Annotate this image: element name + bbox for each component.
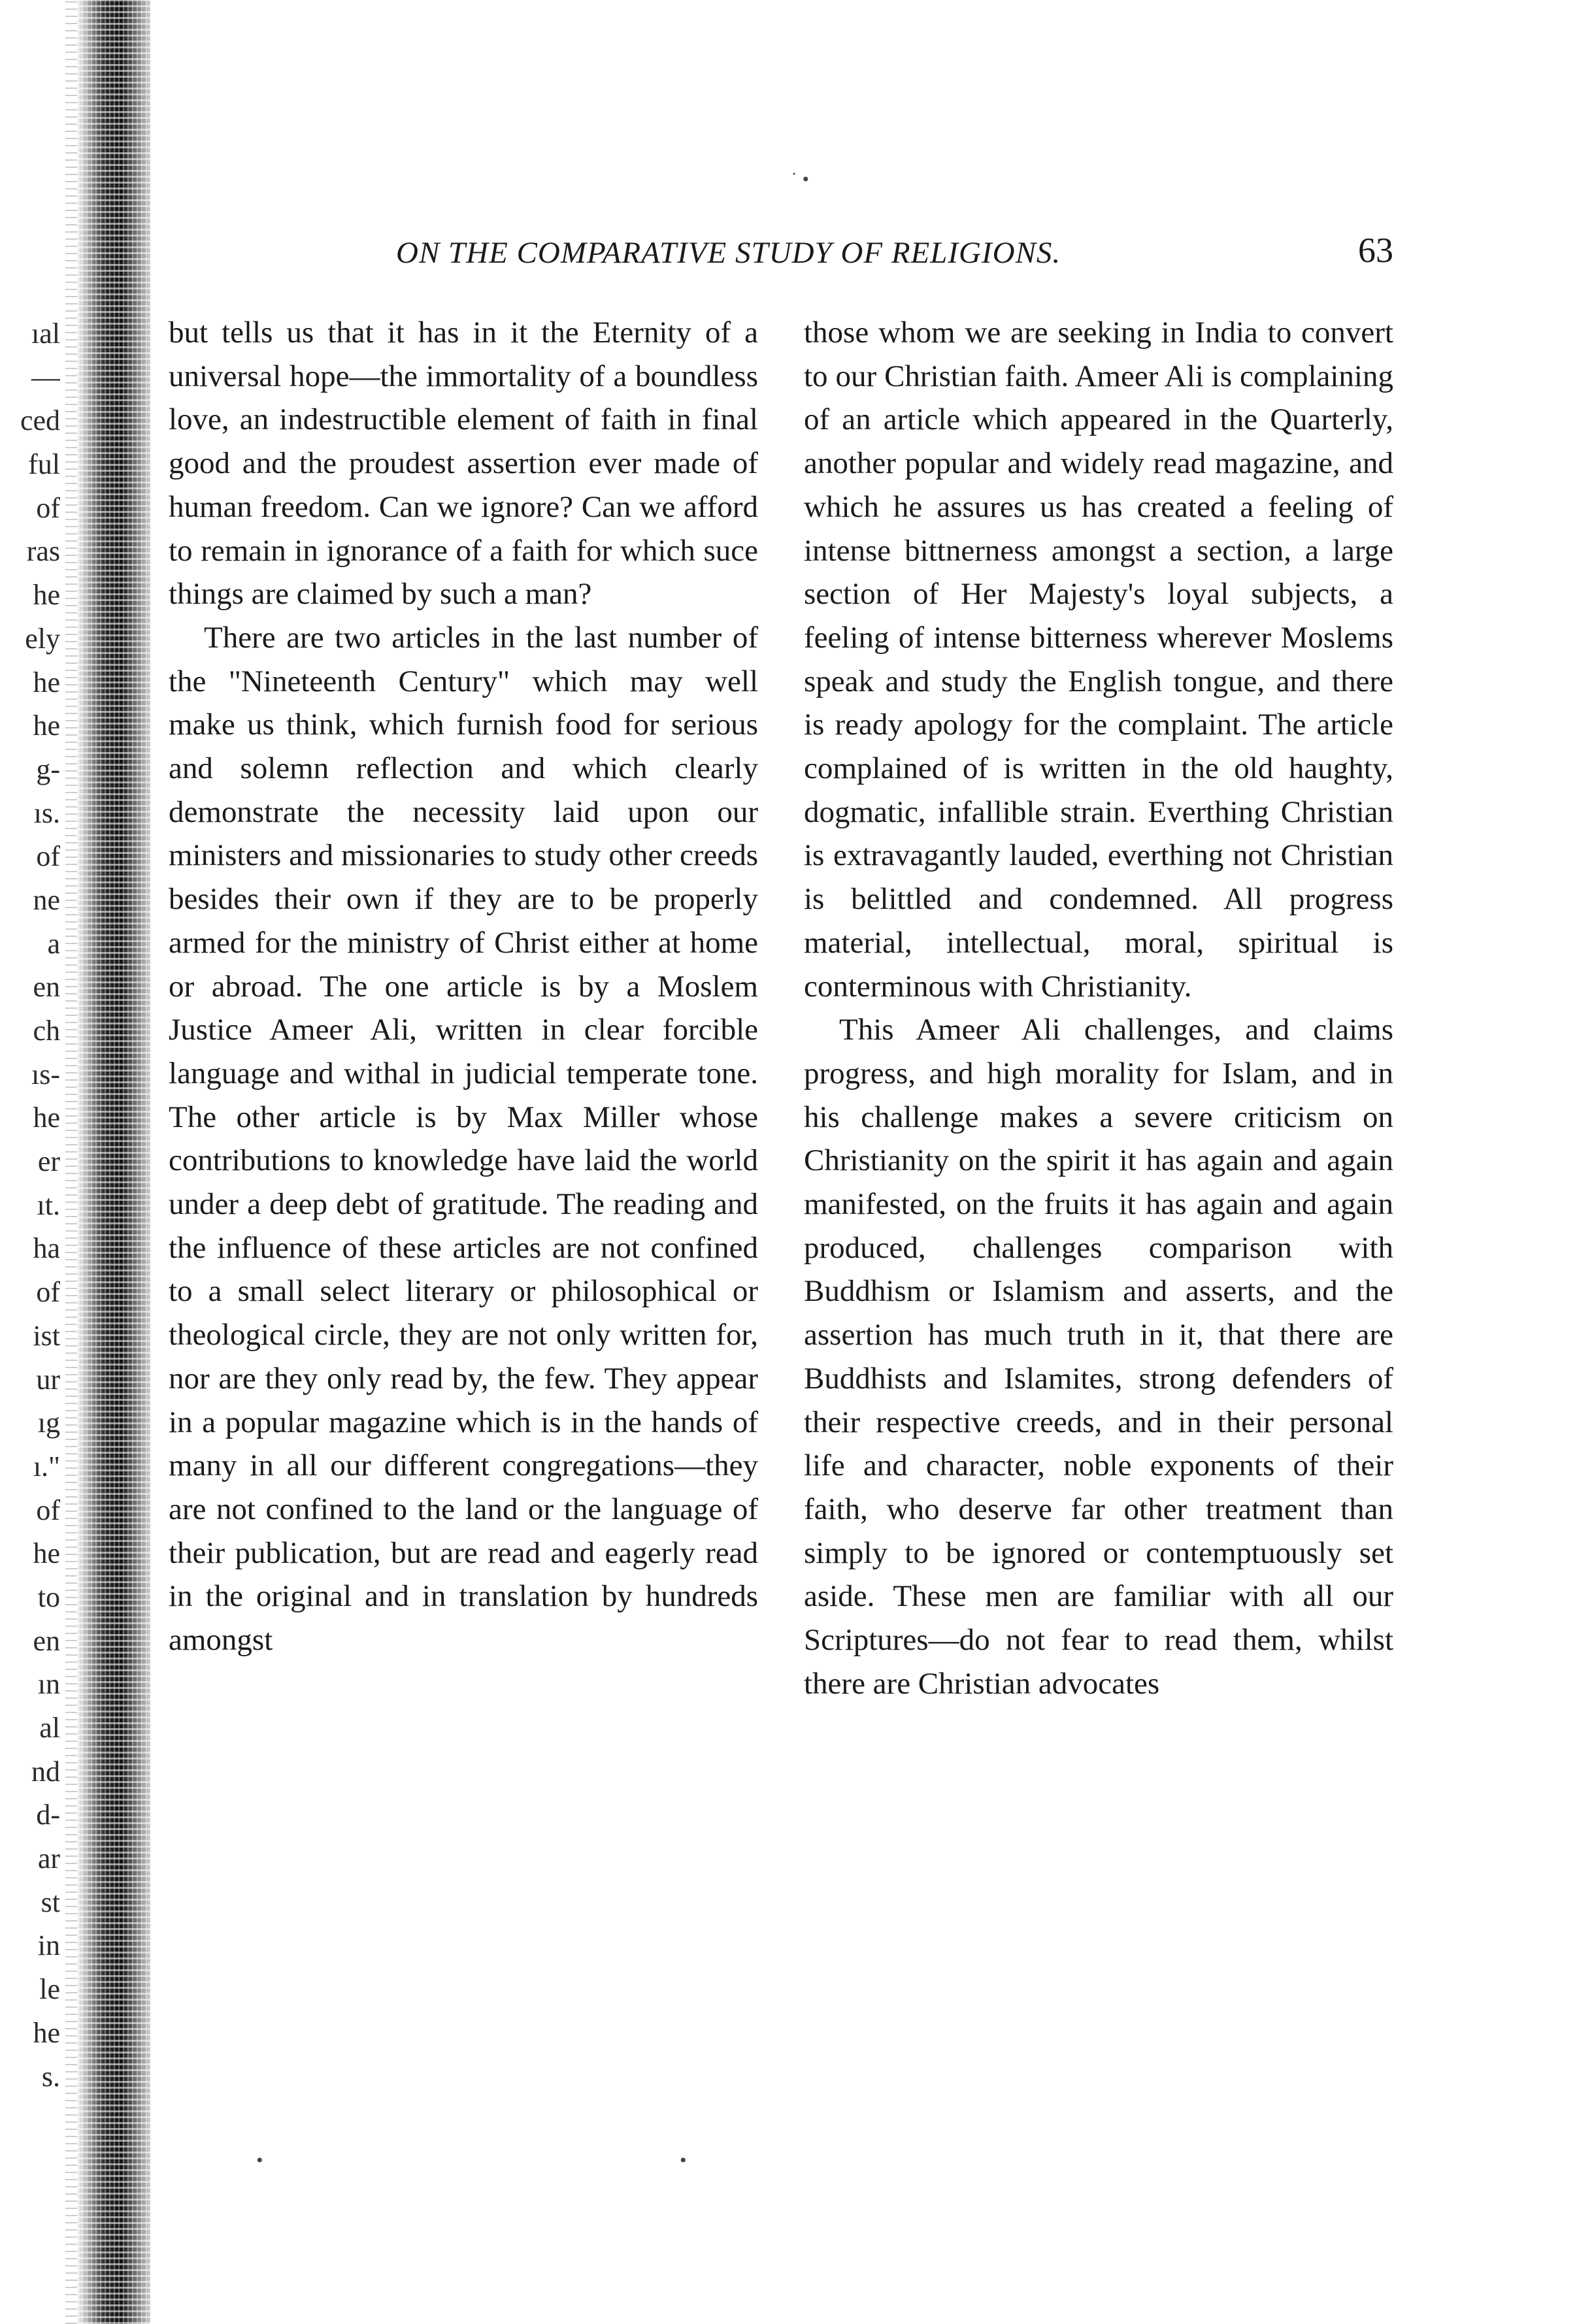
- margin-fragment: ı.": [33, 1450, 60, 1482]
- margin-fragment: of: [36, 1276, 60, 1309]
- margin-fragment: en: [33, 971, 60, 1004]
- margin-fragment: ne: [33, 883, 60, 916]
- margin-fragment: st: [41, 1886, 60, 1918]
- margin-fragment: of: [36, 1494, 60, 1526]
- margin-fragment: en: [33, 1624, 60, 1657]
- paragraph: but tells us that it has in it the Eternity of a universal hope—the immortality of a boundless love, an indestructible element of faith in final good and the proudest assertion ever made of human freedom. Can we ignore? Can we afford to remain in ignorance of a faith for which suce things are claimed by such a man?: [169, 316, 758, 612]
- margin-fragment: ist: [33, 1319, 60, 1352]
- margin-fragment: he: [33, 666, 60, 698]
- margin-fragment: ın: [37, 1668, 60, 1701]
- print-specks: ˙ •: [791, 169, 809, 190]
- margin-fragment: ur: [36, 1363, 60, 1396]
- print-speck: •: [256, 2150, 263, 2171]
- left-column: [169, 311, 758, 1662]
- margin-fragment: ıs-: [31, 1058, 60, 1090]
- binding-edge: [65, 0, 77, 2324]
- margin-fragment: ıs.: [33, 796, 60, 829]
- margin-fragment: ful: [28, 448, 60, 481]
- margin-fragment: of: [36, 840, 60, 873]
- margin-fragment: ras: [26, 535, 60, 568]
- facing-page-fragments: [0, 312, 60, 2099]
- margin-fragment: he: [33, 2016, 60, 2049]
- margin-fragment: ely: [25, 622, 60, 655]
- margin-fragment: ıal: [31, 318, 60, 350]
- margin-fragment: al: [39, 1712, 60, 1744]
- margin-fragment: he: [33, 1537, 60, 1570]
- right-column: [804, 311, 1393, 1706]
- margin-fragment: he: [33, 1102, 60, 1134]
- margin-fragment: ch: [33, 1015, 60, 1047]
- margin-fragment: er: [37, 1145, 60, 1178]
- margin-fragment: ıg: [37, 1407, 60, 1439]
- margin-fragment: ced: [20, 404, 60, 437]
- margin-fragment: le: [39, 1973, 60, 2006]
- margin-fragment: of: [36, 491, 60, 524]
- margin-fragment: ha: [33, 1232, 60, 1265]
- book-spine-shadow: [77, 0, 150, 2324]
- print-speck: •: [680, 2150, 687, 2171]
- margin-fragment: ıt.: [37, 1188, 60, 1221]
- margin-fragment: —: [31, 361, 60, 393]
- page-number: 63: [1358, 231, 1393, 270]
- margin-fragment: he: [33, 579, 60, 612]
- margin-fragment: in: [37, 1929, 60, 1962]
- margin-fragment: a: [47, 927, 60, 960]
- paragraph: those whom we are seeking in India to convert to our Christian faith. Ameer Ali is complaining of an article which appeared in the Quarterly, another popular and widely read magazine, and which he assures us has created a feeling of intense bittnerness amongst a section, a large section of Her Majesty's loyal subjects, a feeling of intense bitterness wherever Moslems speak and study the English tongue, and there is ready apology for the complaint. The article complained of is written in the old haughty, dogmatic, infallible strain. Everthing Christian is extravagantly lauded, everthing not Christian is belittled and condemned. All progress material, intellectual, moral, spiritual is conterminous with Christianity.: [804, 316, 1393, 1004]
- paragraph: There are two articles in the last number of the "Nineteenth Century" which may well make us think, which furnish food for serious and solemn reflection and which clearly demonstrate the necessity laid upon our ministers and missionaries to study other creeds besides their own if they are to be properly armed for the ministry of Christ either at home or abroad. The one article is by a Moslem Justice Ameer Ali, written in clear forcible language and withal in judicial temperate tone. The other article is by Max Miller whose contributions to knowledge have laid the world under a deep debt of gratitude. The reading and the influence of these articles are not confined to a small select literary or philosophical or theological circle, they are not only written for, nor are they only read by, the few. They appear in a popular magazine which is in the hands of many in all our different congregations—they are not confined to the land or the language of their publication, but are read and eagerly read in the original and in translation by hundreds amongst: [169, 620, 758, 1658]
- paragraph: This Ameer Ali challenges, and claims progress, and high morality for Islam, and in his challenge makes a severe criticism on Christianity on the spirit it has again and again manifested, on the fruits it has again and again produced, challenges comparison with Buddhism or Islamism and asserts, and the assertion has much truth in it, that there are Buddhists and Islamites, strong defenders of their respective creeds, and in their personal life and character, noble exponents of their faith, who deserve far other treatment than simply to be ignored or contemptuously set aside. These men are familiar with all our Scriptures—do not fear to read them, whilst there are Christian advocates: [804, 1013, 1393, 1701]
- margin-fragment: g-: [36, 753, 60, 785]
- margin-fragment: ar: [37, 1842, 60, 1875]
- margin-fragment: d-: [36, 1799, 60, 1831]
- margin-fragment: he: [33, 710, 60, 742]
- margin-fragment: s.: [41, 2060, 60, 2093]
- running-head: ON THE COMPARATIVE STUDY OF RELIGIONS.: [396, 236, 1061, 270]
- margin-fragment: nd: [31, 1755, 60, 1788]
- margin-fragment: to: [37, 1580, 60, 1613]
